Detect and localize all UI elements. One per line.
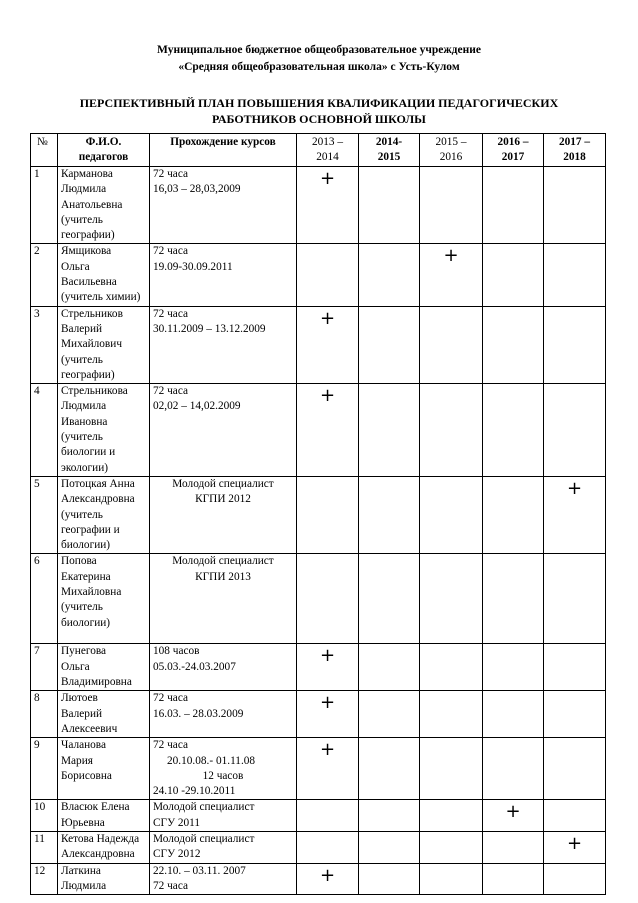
course-cell	[150, 554, 297, 644]
course-line: 72 часа	[153, 385, 188, 398]
year-cell-1	[297, 476, 359, 553]
row-number: 8	[31, 691, 58, 738]
table-body	[31, 167, 606, 895]
teacher-name-line: Александровна	[61, 848, 135, 861]
year-cell-1	[297, 863, 359, 895]
planned-mark: +	[319, 739, 336, 761]
col-header-year-5	[544, 134, 606, 167]
course-line: 16,03 – 28,03,2009	[153, 183, 241, 196]
year-cell-3	[420, 554, 483, 644]
year-cell-2	[359, 800, 420, 832]
teacher-name-cell	[58, 244, 150, 306]
year-cell-1	[297, 554, 359, 644]
teacher-name-line: Людмила	[61, 400, 107, 413]
year-cell-4	[483, 691, 544, 738]
year-cell-4	[483, 384, 544, 477]
course-line: 108 часов	[153, 645, 200, 658]
year-cell-3	[420, 691, 483, 738]
year-cell-3	[420, 306, 483, 383]
col-header-course	[150, 134, 297, 167]
teacher-name-cell	[58, 644, 150, 691]
teacher-name-cell	[58, 863, 150, 895]
planned-mark: +	[319, 692, 336, 714]
teacher-name-line: биологии)	[61, 616, 111, 629]
course-line: 24.10 -29.10.2011	[153, 785, 236, 798]
planned-mark: +	[566, 477, 583, 499]
course-cell	[150, 644, 297, 691]
year-cell-3	[420, 738, 483, 800]
table-row	[31, 384, 606, 477]
table-row	[31, 863, 606, 895]
year-cell-4	[483, 167, 544, 244]
course-line: Молодой специалист	[153, 832, 255, 845]
col-header-year-1	[297, 134, 359, 167]
year-cell-2	[359, 167, 420, 244]
teacher-name-line: географии)	[61, 229, 115, 242]
teacher-name-line: Алексеевич	[61, 722, 118, 735]
teacher-name-line: Попова	[61, 555, 97, 568]
teacher-name-line: Ивановна	[61, 415, 108, 428]
row-number: 5	[31, 476, 58, 553]
course-line: 12 часов	[202, 769, 244, 782]
col-header-year-1-l1: 2013 –	[311, 136, 344, 148]
year-cell-3	[420, 863, 483, 895]
col-header-year-4-l1: 2016 –	[497, 136, 529, 148]
year-cell-1	[297, 384, 359, 477]
teacher-name-line: Михайловна	[61, 586, 122, 599]
year-cell-5	[544, 831, 606, 863]
row-number: 7	[31, 644, 58, 691]
year-cell-2	[359, 863, 420, 895]
year-cell-1	[297, 167, 359, 244]
year-cell-2	[359, 476, 420, 553]
row-number: 1	[31, 167, 58, 244]
course-cell	[150, 476, 297, 553]
year-cell-1	[297, 800, 359, 832]
planned-mark: +	[443, 245, 459, 267]
year-cell-1	[297, 644, 359, 691]
course-line: СГУ 2011	[153, 816, 201, 829]
year-cell-4	[483, 800, 544, 832]
year-cell-2	[359, 831, 420, 863]
col-header-year-2-l1: 2014-	[375, 136, 403, 148]
course-cell	[150, 831, 297, 863]
col-header-year-5-l2: 2018	[563, 151, 586, 164]
col-header-year-2-l2: 2015	[377, 151, 401, 164]
course-cell	[150, 738, 297, 800]
col-header-year-3-l2: 2016	[439, 151, 463, 164]
year-cell-1	[297, 306, 359, 383]
teacher-name-line: Пунегова	[61, 645, 107, 658]
year-cell-4	[483, 738, 544, 800]
table-row	[31, 476, 606, 553]
teacher-name-cell	[58, 691, 150, 738]
row-number: 2	[31, 244, 58, 306]
year-cell-3	[420, 167, 483, 244]
teacher-name-line: экологии)	[61, 461, 109, 474]
teacher-name-line: (учитель	[61, 431, 103, 444]
course-cell	[150, 306, 297, 383]
teacher-name-line: географии)	[61, 368, 115, 381]
col-header-num-label: №	[37, 136, 48, 148]
teacher-name-line: Власюк Елена	[61, 801, 130, 814]
course-line: 30.11.2009 – 13.12.2009	[153, 322, 266, 335]
planned-mark: +	[319, 307, 336, 329]
year-cell-2	[359, 644, 420, 691]
year-cell-4	[483, 644, 544, 691]
course-line: 20.10.08.- 01.11.08	[167, 754, 256, 767]
table-row	[31, 738, 606, 800]
col-header-year-4	[483, 134, 544, 167]
teacher-name-line: Стрельникова	[61, 385, 128, 398]
teacher-name-line: Анатольевна	[61, 198, 123, 211]
course-cell	[150, 863, 297, 895]
col-header-num	[31, 134, 58, 167]
course-line: Молодой специалист	[172, 555, 274, 568]
table-row	[31, 306, 606, 383]
teacher-name-line: Борисовна	[61, 769, 112, 782]
year-cell-5	[544, 554, 606, 644]
teacher-name-line: Ольга	[61, 660, 90, 673]
teacher-name-line: Чаланова	[61, 739, 106, 752]
year-cell-4	[483, 554, 544, 644]
year-cell-4	[483, 863, 544, 895]
teacher-name-line: Александровна	[61, 493, 135, 506]
course-line: 22.10. – 03.11. 2007	[153, 864, 246, 877]
year-cell-4	[483, 831, 544, 863]
year-cell-5	[544, 863, 606, 895]
col-header-year-1-l2: 2014	[316, 151, 339, 164]
planned-mark: +	[505, 801, 521, 823]
teacher-name-line: Людмила	[61, 879, 107, 892]
col-header-name-l1: Ф.И.О.	[85, 136, 122, 148]
table-row	[31, 167, 606, 244]
row-number: 9	[31, 738, 58, 800]
table-row	[31, 831, 606, 863]
course-cell	[150, 244, 297, 306]
course-line: КГПИ 2013	[195, 570, 251, 583]
col-header-name-l2: педагогов	[78, 151, 129, 164]
course-line: Молодой специалист	[172, 477, 274, 490]
document-title-line-1: ПЕРСПЕКТИВНЫЙ ПЛАН ПОВЫШЕНИЯ КВАЛИФИКАЦИИ ПЕДАГОГИЧЕСКИХ	[79, 96, 559, 110]
teacher-name-line: (учитель	[61, 353, 103, 366]
col-header-year-3-l1: 2015 –	[435, 136, 467, 148]
year-cell-3	[420, 384, 483, 477]
year-cell-4	[483, 306, 544, 383]
course-cell	[150, 384, 297, 477]
teacher-name-line: Людмила	[61, 183, 107, 196]
teacher-name-line: географии и	[61, 523, 120, 536]
year-cell-4	[483, 476, 544, 553]
col-header-name	[58, 134, 150, 167]
teacher-name-line: Ямщикова	[61, 245, 112, 258]
course-line: 72 часа	[153, 739, 188, 752]
planned-mark: +	[566, 832, 583, 854]
planned-mark: +	[319, 864, 336, 886]
course-line: 72 часа	[153, 168, 188, 180]
planned-mark: +	[319, 385, 336, 407]
teacher-name-line: биологии)	[61, 539, 111, 552]
table-row	[31, 691, 606, 738]
year-cell-2	[359, 691, 420, 738]
institution-line-2: «Средняя общеобразовательная школа» с Усть-Кулом	[178, 61, 460, 73]
year-cell-5	[544, 644, 606, 691]
year-cell-3	[420, 476, 483, 553]
col-header-year-2	[359, 134, 420, 167]
teacher-name-cell	[58, 738, 150, 800]
teacher-name-line: Михайлович	[61, 338, 122, 351]
row-number: 3	[31, 306, 58, 383]
year-cell-5	[544, 244, 606, 306]
table-row	[31, 800, 606, 832]
row-number: 10	[31, 800, 58, 832]
planned-mark: +	[319, 168, 336, 189]
course-line: 72 часа	[153, 245, 188, 258]
course-cell	[150, 167, 297, 244]
course-line: Молодой специалист	[153, 801, 255, 814]
teacher-name-cell	[58, 831, 150, 863]
year-cell-1	[297, 738, 359, 800]
teacher-name-line: Екатерина	[61, 570, 111, 583]
row-number: 6	[31, 554, 58, 644]
teacher-name-line: Латкина	[61, 864, 101, 877]
year-cell-5	[544, 476, 606, 553]
year-cell-5	[544, 691, 606, 738]
course-line: 16.03. – 28.03.2009	[153, 707, 244, 720]
col-header-year-3	[420, 134, 483, 167]
col-header-year-5-l1: 2017 –	[558, 136, 591, 148]
teacher-name-cell	[58, 554, 150, 644]
teacher-name-line: (учитель химии)	[61, 291, 141, 304]
course-line: 72 часа	[153, 879, 188, 892]
row-number: 4	[31, 384, 58, 477]
teacher-name-line: биологии и	[61, 446, 116, 459]
teacher-name-line: Ольга	[61, 260, 90, 273]
course-line: 05.03.-24.03.2007	[153, 660, 236, 673]
course-line: 72 часа	[153, 692, 188, 705]
year-cell-1	[297, 691, 359, 738]
course-line: КГПИ 2012	[195, 493, 251, 506]
teacher-name-line: Кетова Надежда	[61, 832, 140, 845]
course-cell	[150, 800, 297, 832]
year-cell-2	[359, 738, 420, 800]
teacher-name-line: Юрьевна	[61, 816, 105, 829]
year-cell-2	[359, 244, 420, 306]
document-title-line-2: РАБОТНИКОВ ОСНОВНОЙ ШКОЛЫ	[212, 112, 426, 126]
teacher-name-line: (учитель	[61, 601, 103, 614]
course-line: 19.09-30.09.2011	[153, 260, 233, 273]
year-cell-1	[297, 244, 359, 306]
row-number: 12	[31, 863, 58, 895]
teacher-name-cell	[58, 167, 150, 244]
course-cell	[150, 691, 297, 738]
year-cell-5	[544, 738, 606, 800]
teacher-name-line: Стрельников	[61, 307, 123, 320]
course-line: 72 часа	[153, 307, 188, 320]
col-header-course-label: Прохождение курсов	[170, 136, 276, 148]
year-cell-5	[544, 800, 606, 832]
course-line: СГУ 2012	[153, 848, 201, 861]
col-header-year-4-l2: 2017	[501, 151, 525, 164]
year-cell-3	[420, 831, 483, 863]
teacher-name-line: Васильевна	[61, 276, 117, 289]
table-row	[31, 644, 606, 691]
year-cell-2	[359, 306, 420, 383]
teacher-name-cell	[58, 306, 150, 383]
teacher-name-line: Карманова	[61, 168, 113, 180]
year-cell-3	[420, 244, 483, 306]
table-header-row	[31, 134, 606, 167]
teacher-name-cell	[58, 384, 150, 477]
teacher-name-line: (учитель	[61, 213, 103, 226]
teacher-name-line: Валерий	[61, 707, 103, 720]
year-cell-2	[359, 554, 420, 644]
year-cell-1	[297, 831, 359, 863]
teacher-name-line: (учитель	[61, 508, 103, 521]
teacher-name-line: Валерий	[61, 322, 103, 335]
qualification-plan-table	[30, 133, 606, 895]
year-cell-2	[359, 384, 420, 477]
row-number: 11	[31, 831, 58, 863]
year-cell-5	[544, 384, 606, 477]
year-cell-5	[544, 306, 606, 383]
table-row	[31, 554, 606, 644]
planned-mark: +	[319, 645, 336, 667]
year-cell-4	[483, 244, 544, 306]
teacher-name-cell	[58, 476, 150, 553]
year-cell-3	[420, 644, 483, 691]
year-cell-3	[420, 800, 483, 832]
teacher-name-cell	[58, 800, 150, 832]
table-row	[31, 244, 606, 306]
teacher-name-line: Лютоев	[61, 692, 98, 705]
teacher-name-line: Мария	[61, 754, 93, 767]
course-line: 02,02 – 14,02.2009	[153, 400, 241, 413]
teacher-name-line: Потоцкая Анна	[61, 477, 135, 490]
year-cell-5	[544, 167, 606, 244]
institution-line-1: Муниципальное бюджетное общеобразовательное учреждение	[157, 44, 481, 56]
teacher-name-line: Владимировна	[61, 676, 132, 689]
